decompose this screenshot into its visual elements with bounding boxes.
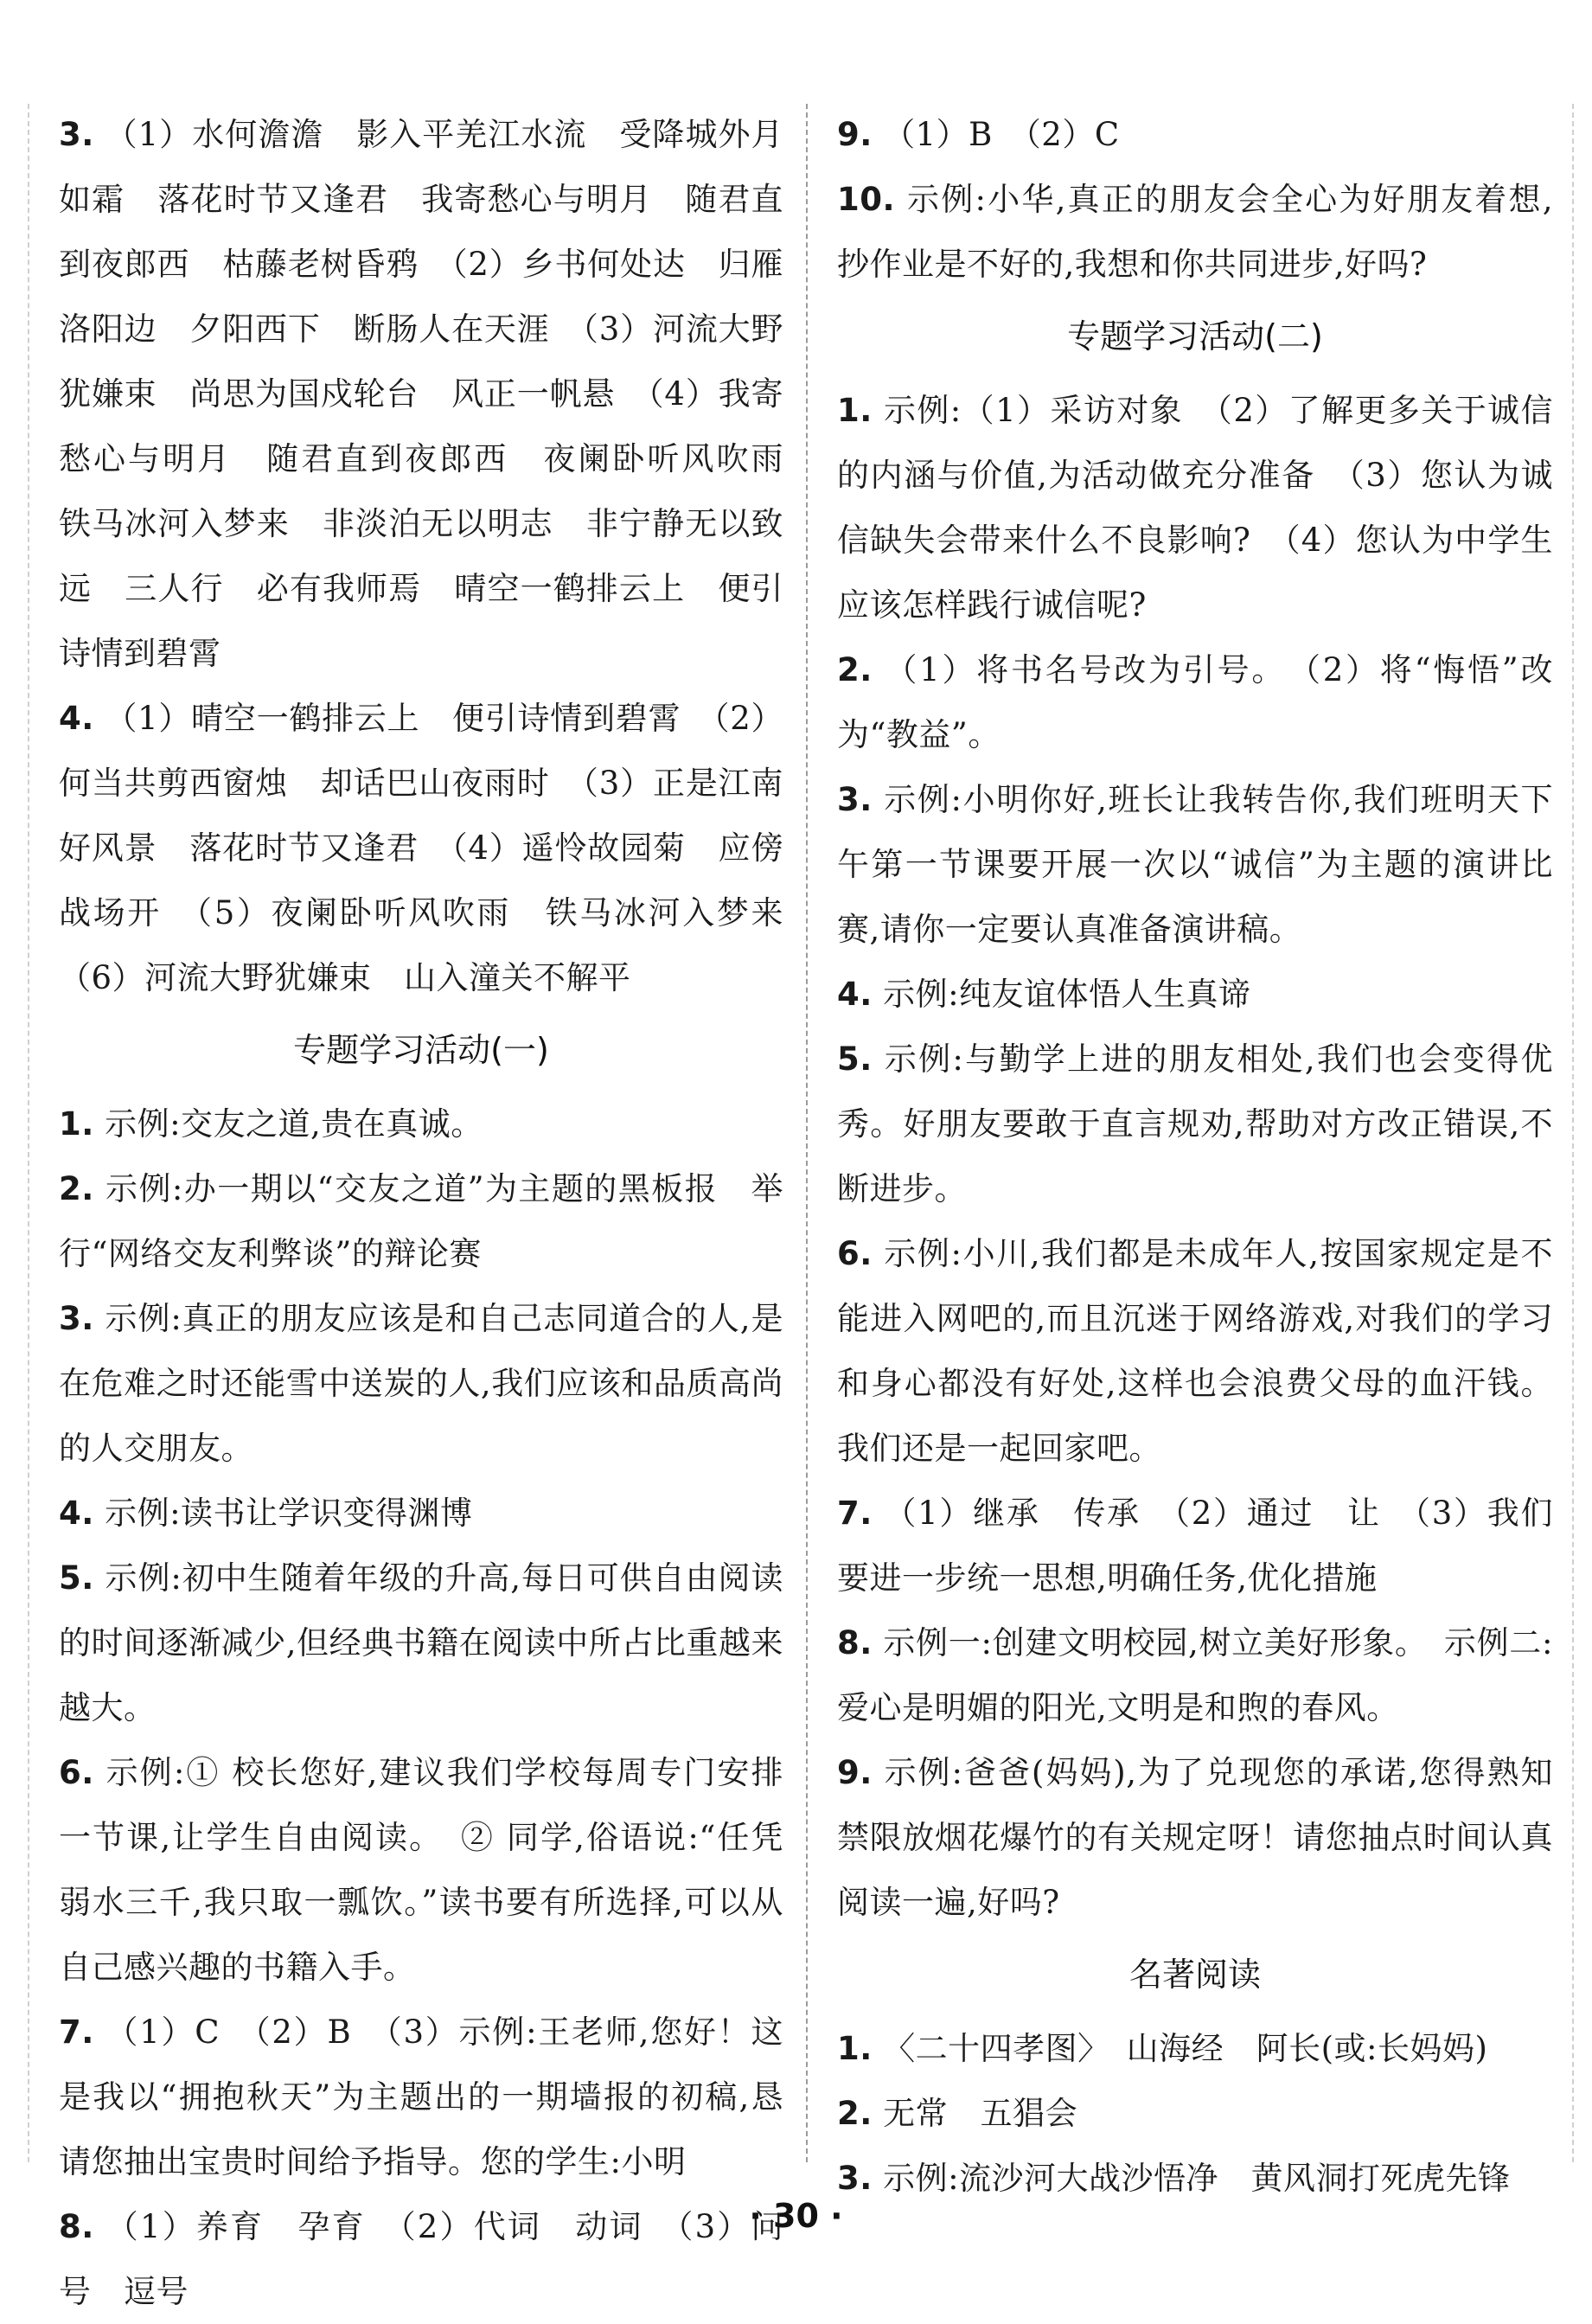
answer-text: 无常 五猖会 xyxy=(883,2095,1078,2132)
answer-text: 示例:与勤学上进的朋友相处,我们也会变得优秀。好朋友要敢于直言规劝,帮助对方改正错误,不断进步。 xyxy=(837,1040,1554,1207)
answer-number: 2. xyxy=(837,2095,873,2132)
answer-text: 示例:真正的朋友应该是和自己志同道合的人,是在危难之时还能雪中送炭的人,我们应该和品质高尚的人交朋友。 xyxy=(59,1300,783,1467)
answer-number: 6. xyxy=(59,1754,94,1791)
answer-text: （1）晴空一鹤排云上 便引诗情到碧霄 （2）何当共剪西窗烛 却话巴山夜雨时 （3）正是江南好风景 落花时节又逢君 （4）遥怜故园菊 应傍战场开 （5）夜阑卧听风吹雨 铁马冰河入梦来 （6）河流大野犹嫌束 山入潼关不解平 xyxy=(59,700,816,996)
answer-text: （1）继承 传承 （2）通过 让 （3）我们要进一步统一思想,明确任务,优化措施 xyxy=(837,1495,1554,1597)
answer-text: 示例:小明你好,班长让我转告你,我们班明天下午第一节课要开展一次以“诚信”为主题的演讲比赛,请你一定要认真准备演讲稿。 xyxy=(837,781,1553,948)
answer-number: 8. xyxy=(837,1624,873,1661)
answer-text: （1）将书名号改为引号。 （2）将“悔悟”改为“教益”。 xyxy=(837,651,1553,753)
answer-item xyxy=(59,1156,783,1286)
answer-item xyxy=(837,962,1553,1027)
answer-item xyxy=(837,2016,1553,2081)
answer-text: （1）养育 孕育 （2）代词 动词 （3）问号 逗号 xyxy=(59,2208,784,2310)
answer-number: 4. xyxy=(59,1495,94,1532)
answer-item xyxy=(837,1740,1553,1935)
answer-item xyxy=(837,1221,1553,1481)
answer-item xyxy=(59,1481,783,1546)
answer-item xyxy=(837,1027,1553,1221)
answer-number: 8. xyxy=(59,2208,94,2245)
left-margin-dashed-line xyxy=(28,104,29,2162)
answer-item xyxy=(59,686,816,1010)
answer-item xyxy=(59,102,816,686)
answer-number: 3. xyxy=(837,781,873,818)
answer-item xyxy=(59,1286,783,1481)
answer-number: 6. xyxy=(837,1235,873,1272)
answer-text: 示例:小川,我们都是未成年人,按国家规定是不能进入网吧的,而且沉迷于网络游戏,对我们的学习和身心都没有好处,这样也会浪费父母的血汗钱。我们还是一起回家吧。 xyxy=(837,1235,1553,1467)
answer-number: 5. xyxy=(837,1040,873,1078)
answer-text: 示例:交友之道,贵在真诚。 xyxy=(105,1105,483,1143)
answer-number: 4. xyxy=(59,700,94,737)
answer-item xyxy=(59,1546,783,1740)
answer-text: （1）B （2）C xyxy=(883,116,1120,153)
page-number: · 30 · xyxy=(749,2197,843,2235)
answer-number: 5. xyxy=(59,1559,94,1597)
answer-item xyxy=(837,2081,1553,2146)
answer-text: （1）水何澹澹 影入平羌江水流 受降城外月如霜 落花时节又逢君 我寄愁心与明月 随君直到夜郎西 枯藤老树昏鸦 （2）乡书何处达 归雁洛阳边 夕阳西下 断肠人在天涯 （3）河流大野犹嫌束 尚思为国戍轮台 风正一帆悬 （4）我寄愁心与明月 随君直到夜郎西 夜阑卧听风吹雨 铁马冰河入梦来 非淡泊无以明志 非宁静无以致远 三人行 必有我师焉 晴空一鹤排云上 便引诗情到碧霄 xyxy=(59,116,816,672)
answer-text: 示例:流沙河大战沙悟净 黄风洞打死虎先锋 xyxy=(883,2160,1511,2197)
answer-text: 示例:爸爸(妈妈),为了兑现您的承诺,您得熟知禁限放烟花爆竹的有关规定呀！请您抽点时间认真阅读一遍,好吗? xyxy=(837,1754,1554,1921)
answer-item xyxy=(837,1610,1553,1740)
answer-number: 2. xyxy=(837,651,873,688)
answer-number: 9. xyxy=(837,1754,873,1791)
answer-number: 2. xyxy=(59,1170,94,1207)
answer-number: 3. xyxy=(837,2160,873,2197)
answer-text: 示例一:创建文明校园,树立美好形象。 示例二:爱心是明媚的阳光,文明是和煦的春风。 xyxy=(837,1624,1553,1726)
answer-item xyxy=(59,2000,783,2194)
answer-text: 示例:读书让学识变得渊博 xyxy=(105,1495,473,1532)
answer-number: 3. xyxy=(59,116,94,153)
answer-item xyxy=(59,1092,783,1156)
right-column xyxy=(837,102,1553,2211)
answer-text: 示例:（1）采访对象 （2）了解更多关于诚信的内涵与价值,为活动做充分准备 （3）您认为诚信缺失会带来什么不良影响? （4）您认为中学生应该怎样践行诚信呢? xyxy=(837,392,1554,624)
answer-text: 示例:初中生随着年级的升高,每日可供自由阅读的时间逐渐减少,但经典书籍在阅读中所占比重越来越大。 xyxy=(59,1559,783,1726)
section-heading: 专题学习活动(一) xyxy=(293,1031,549,1069)
answer-text: 示例:小华,真正的朋友会全心为好朋友着想,抄作业是不好的,我想和你共同进步,好吗? xyxy=(837,181,1553,283)
answer-item xyxy=(837,637,1553,767)
answer-number: 9. xyxy=(837,116,873,153)
answer-number: 3. xyxy=(59,1300,94,1337)
answer-item xyxy=(837,167,1553,297)
answer-text: 示例:办一期以“交友之道”为主题的黑板报 举行“网络交友利弊谈”的辩论赛 xyxy=(59,1170,783,1272)
answer-item xyxy=(837,102,1553,167)
answer-number: 1. xyxy=(837,392,873,429)
answer-item xyxy=(837,767,1553,962)
answer-text: （1）C （2）B （3）示例:王老师,您好！这是我以“拥抱秋天”为主题出的一期墙报的初稿,恳请您抽出宝贵时间给予指导。您的学生:小明 xyxy=(59,2013,783,2180)
section-heading: 名著阅读 xyxy=(1128,1956,1261,1994)
answer-number: 1. xyxy=(837,2030,873,2067)
answer-text: 示例:纯友谊体悟人生真谛 xyxy=(883,976,1251,1013)
section-heading: 专题学习活动(二) xyxy=(1067,317,1323,355)
answer-number: 1. xyxy=(59,1105,94,1143)
right-margin-dashed-line xyxy=(1572,104,1574,2162)
answer-item xyxy=(837,378,1553,637)
answer-text: 〈二十四孝图〉 山海经 阿长(或:长妈妈) xyxy=(883,2030,1488,2067)
answer-number: 7. xyxy=(59,2013,94,2051)
answer-number: 7. xyxy=(837,1495,873,1532)
answer-number: 10. xyxy=(837,181,896,218)
answer-number: 4. xyxy=(837,976,873,1013)
answer-item xyxy=(59,1740,783,2000)
answer-text: 示例:① 校长您好,建议我们学校每周专门安排一节课,让学生自由阅读。 ② 同学,俗语说:“任凭弱水三千,我只取一瓢饮。”读书要有所选择,可以从自己感兴趣的书籍入手。 xyxy=(59,1754,783,1986)
column-divider xyxy=(806,104,808,2162)
answer-item xyxy=(837,1481,1553,1610)
